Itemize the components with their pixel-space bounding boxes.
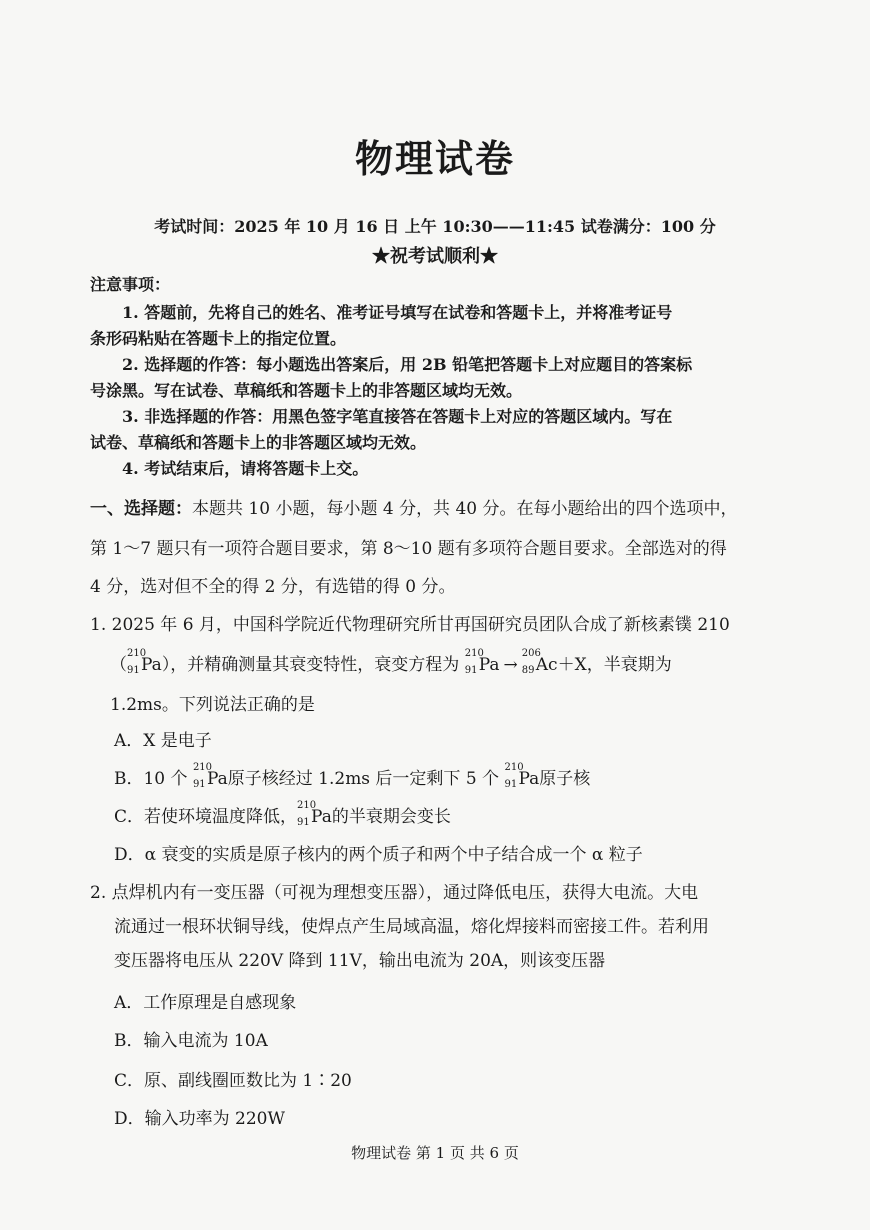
question-2-stem: 流通过一根环状铜导线，使焊点产生局域高温，熔化焊接料而密接工件。若利用 [114,917,709,937]
section-text: 本题共 10 小题，每小题 4 分，共 40 分。在每小题给出的四个选项中， [192,499,738,519]
section-text: 4 分，选对但不全的得 2 分，有选错的得 0 分。 [90,577,456,597]
option-c: C．原、副线圈匝数比为 1∶20 [114,1071,352,1091]
note-line: 3. 非选择题的作答：用黑色签字笔直接答在答题卡上对应的答题区域内。写在 [122,407,673,426]
reaction-arrow: → [503,655,518,675]
note-line: 试卷、草稿纸和答题卡上的非答题区域均无效。 [90,433,427,452]
note-line: 1. 答题前，先将自己的姓名、准考证号填写在试卷和答题卡上，并将准考证号 [122,303,673,322]
option-d: D．输入功率为 220W [114,1109,285,1129]
option-a: A．工作原理是自感现象 [114,993,297,1013]
nuclide-pa: 210 91 Pa [297,800,332,828]
question-1-stem: （ 210 91 Pa），并精确测量其衰变特性，衰变方程为 210 91 Pa → 206 89 Ac＋X，半衰期为 [110,648,672,676]
section-heading: 一、选择题： [90,499,192,519]
note-line: 2. 选择题的作答：每小题选出答案后，用 2B 铅笔把答题卡上对应题目的答案标 [122,355,693,374]
notes-heading: 注意事项： [90,275,171,294]
question-1-stem: 1.2ms。下列说法正确的是 [110,695,315,715]
note-line: 4. 考试结束后，请将答题卡上交。 [122,459,369,478]
nuclide-pa: 210 91 Pa [464,648,500,676]
option-d: D．α 衰变的实质是原子核内的两个质子和两个中子结合成一个 α 粒子 [114,845,643,865]
nuclide-ac: 206 89 Ac [521,648,558,676]
note-line: 号涂黑。写在试卷、草稿纸和答题卡上的非答题区域均无效。 [90,381,523,400]
exam-wish: ★祝考试顺利★ [372,246,498,267]
nuclide-pa: 210 91 Pa [192,762,228,790]
nuclide-pa: 210 91 Pa [127,648,162,676]
option-b: B．10 个 210 91 Pa原子核经过 1.2ms 后一定剩下 5 个 210 91 Pa原子核 [114,762,591,790]
exam-info: 考试时间：2025 年 10 月 16 日 上午 10:30——11:45 试卷满分：100 分 [154,217,716,236]
nuclide-pa: 210 91 Pa [504,762,540,790]
note-line: 条形码粘贴在答题卡上的指定位置。 [90,329,347,348]
question-2-stem: 变压器将电压从 220V 降到 11V，输出电流为 20A，则该变压器 [114,951,606,971]
option-b: B．输入电流为 10A [114,1031,268,1051]
page-footer: 物理试卷 第 1 页 共 6 页 [351,1144,519,1162]
option-a: A．X 是电子 [114,731,212,751]
section-intro [90,494,738,519]
section-text: 第 1～7 题只有一项符合题目要求，第 8～10 题有多项符合题目要求。全部选对的得 [90,539,727,559]
page-title: 物理试卷 [354,136,515,181]
option-c: C．若使环境温度降低， 210 91 Pa的半衰期会变长 [114,800,451,828]
question-2-stem: 2. 点焊机内有一变压器（可视为理想变压器），通过降低电压，获得大电流。大电 [90,883,699,903]
question-1-stem: 1. 2025 年 6 月，中国科学院近代物理研究所甘再国研究员团队合成了新核素镤 210 [90,615,730,635]
